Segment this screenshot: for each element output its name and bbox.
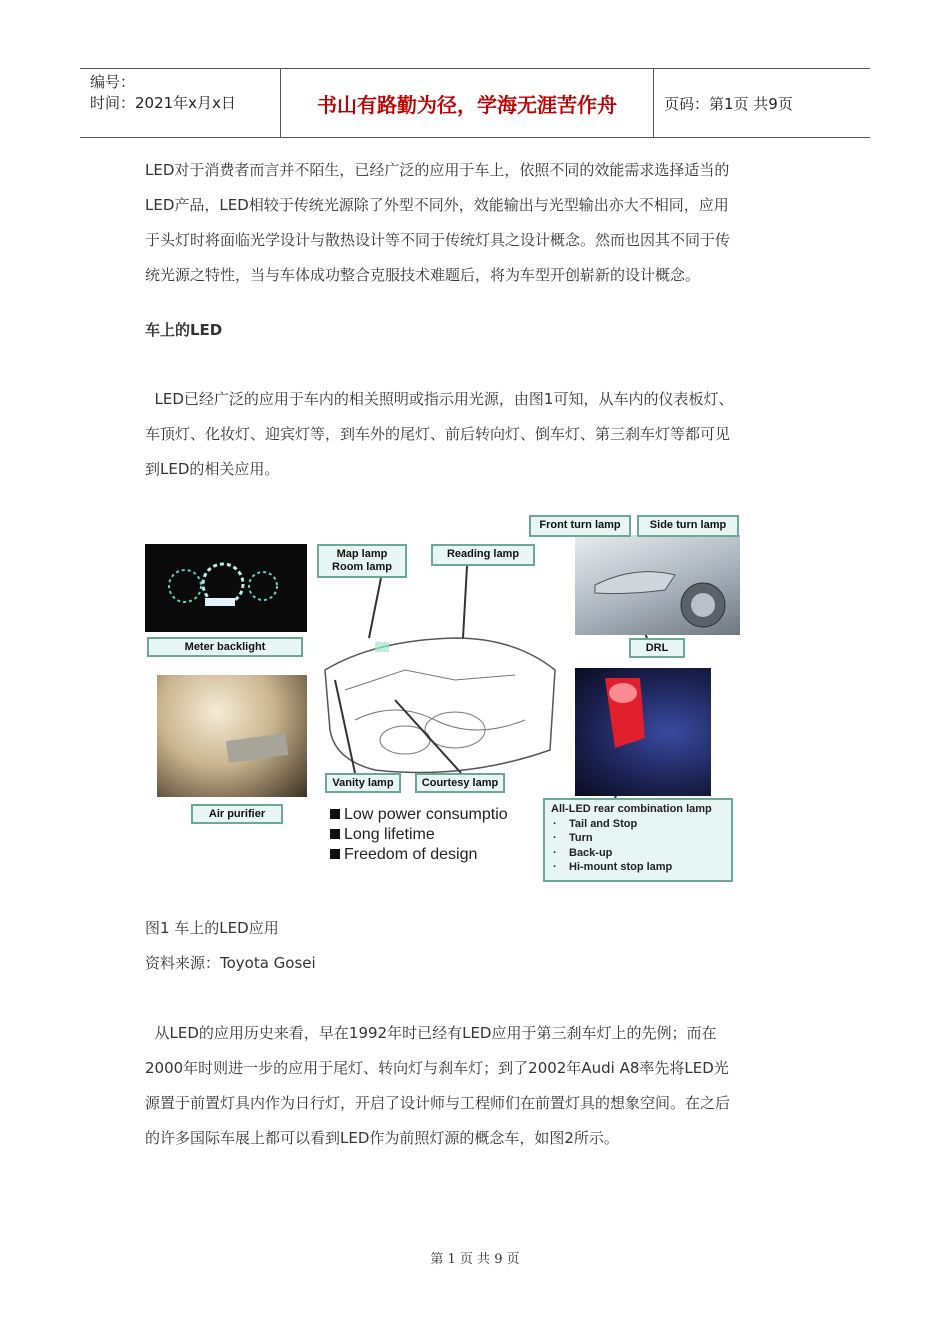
square-bullet-icon [330,809,340,819]
page-footer: 第 1 页 共 9 页 [430,1252,520,1267]
bullet-item [330,805,508,825]
rear-combination-box [543,798,733,882]
rear-item: · Tail and Stop [551,817,731,832]
figure-caption [145,911,815,981]
text-line: 到LED的相关应用。 [145,460,280,478]
bullet-item [330,845,508,865]
paragraph-1 [145,153,815,293]
feature-bullets [330,805,508,865]
section-heading: 车上的LED [145,321,223,339]
rear-lamp-photo [575,668,711,796]
label-meter-backlight: Meter backlight [147,637,303,657]
label-side-turn-lamp: Side turn lamp [637,515,739,537]
number-label: 编号： [90,73,136,91]
text-line: LED对于消费者而言并不陌生，已经广泛的应用于车上，依照不同的效能需求选择适当的 [145,161,730,179]
header-left-cell [80,69,281,137]
front-car-photo [575,535,740,635]
bullet-text: Low power consumptio [344,806,508,823]
paragraph-2 [145,382,815,487]
text-line: LED已经广泛的应用于车内的相关照明或指示用光源，由图1可知，从车内的仪表板灯、 [145,390,734,408]
label-air-purifier: Air purifier [191,804,283,824]
time-label: 时间：2021年x月x日 [90,94,236,112]
text-line: 于头灯时将面临光学设计与散热设计等不同于传统灯具之设计概念。然而也因其不同于传 [145,231,731,249]
text-line: LED产品，LED相较于传统光源除了外型不同外，效能输出与光型输出亦大不相同，应用 [145,196,729,214]
bullet-text: Long lifetime [344,826,435,843]
rear-item: · Back-up [551,846,731,861]
text-line: 统光源之特性，当与车体成功整合克服技术难题后，将为车型开创崭新的设计概念。 [145,266,701,284]
front-car-image [575,535,740,635]
label-courtesy-lamp: Courtesy lamp [415,773,505,793]
bullet-item [330,825,508,845]
paragraph-3 [145,1016,815,1156]
text-line: 2000年时则进一步的应用于尾灯、转向灯与刹车灯；到了2002年Audi A8率先将LED光 [145,1059,729,1077]
motto: 书山有路勤为径，学海无涯苦作舟 [281,69,654,137]
text-line: 源置于前置灯具内作为日行灯，开启了设计师与工程师们在前置灯具的想象空间。在之后 [145,1094,731,1112]
label-room-lamp: Room lamp [332,561,392,573]
label-vanity-lamp: Vanity lamp [325,773,401,793]
square-bullet-icon [330,829,340,839]
rear-title: All-LED rear combination lamp [551,803,712,815]
label-drl: DRL [629,638,685,658]
square-bullet-icon [330,849,340,859]
bullet-text: Freedom of design [344,846,478,863]
text-line: 车顶灯、化妆灯、迎宾灯等，到车外的尾灯、前后转向灯、倒车灯、第三刹车灯等都可见 [145,425,731,443]
caption-source: 资料来源：Toyota Gosei [145,954,316,972]
figure-led-applications [145,510,745,885]
text-line: 从LED的应用历史来看，早在1992年时已经有LED应用于第三刹车灯上的先例；而在 [145,1024,717,1042]
rear-item: · Turn [551,831,731,846]
label-reading-lamp: Reading lamp [431,544,535,566]
caption-figure: 图1 车上的LED应用 [145,919,279,937]
rear-item: · Hi-mount stop lamp [551,860,731,875]
label-map-lamp: Map lamp [336,548,388,560]
page-header [80,68,870,138]
label-front-turn-lamp: Front turn lamp [529,515,631,537]
rear-lamp-image [575,668,711,796]
text-line: 的许多国际车展上都可以看到LED作为前照灯源的概念车，如图2所示。 [145,1129,619,1147]
page-label: 页码：第1页 共9页 [664,94,793,113]
